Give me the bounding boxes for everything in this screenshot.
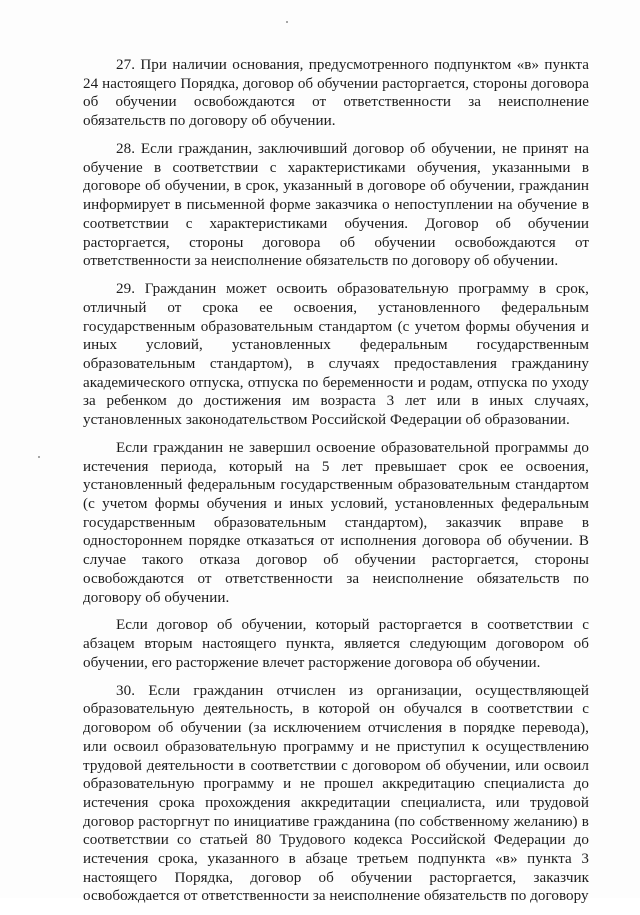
paragraph-30: 30. Если гражданин отчислен из организации, осуществляющей образовательную деятельность, в которой он обучался в соответствии с договором об обучении (за исключением отчисления в порядке перевода), или освоил образовательную программу и не приступил к осуществлению трудовой деятельности в соответствии с договором об обучении, или освоил образовательную программу и не прошел аккредитацию специалиста до истечения срока прохождения аккредитации специалиста, или трудовой договор расторгнут по инициативе гражданина (по собственному желанию) в соответствии со статьей 80 Трудового кодекса Российской Федерации до истечения срока, указанного в абзаце третьем подпункта «в» пункта 3 настоящего Порядка, договор об обучении расторгается, заказчик освобождается от ответственности за неисполнение обязательств по договору [83,682,589,905]
document-body [83,56,589,915]
scan-speck [38,456,40,458]
paragraph-29-term-exceeded: Если гражданин не завершил освоение образовательной программы до истечения периода, который на 5 лет превышает срок ее освоения, установленный федеральным государственным образовательным стандартом (с учетом формы обучения и иных условий, установленных федеральным государственным образовательным стандартом), заказчик вправе в одностороннем порядке отказаться от исполнения договора об обучении. В случае такого отказа договор об обучении расторгается, стороны освобождаются от ответственности за неисполнение обязательств по договору об обучении. [83,439,589,606]
paragraph-28: 28. Если гражданин, заключивший договор об обучении, не принят на обучение в соответствии с характеристиками обучения, указанными в договоре об обучении, в срок, указанный в договоре об обучении, гражданин информирует в письменной форме заказчика о непоступлении на обучение в соответствии с характеристиками обучения. Договор об обучении расторгается, стороны договора об обучении освобождаются от ответственности за неисполнение обязательств по договору об обучении. [83,141,589,270]
paragraph-27: 27. При наличии основания, предусмотренного подпунктом «в» пункта 24 настоящего Порядка, договор об обучении расторгается, стороны договора об обучении освобождаются от ответственности за неисполнение обязательств по договору об обучении. [83,57,589,130]
paragraph-29-subsequent-contract: Если договор об обучении, который расторгается в соответствии с абзацем вторым настоящего пункта, является следующим договором об обучении, его расторжение влечет расторжение договора об обучении. [83,617,589,671]
scan-speck [286,21,288,23]
paragraph-29: 29. Гражданин может освоить образовательную программу в срок, отличный от срока ее освоения, установленного федеральным государственным образовательным стандартом (с учетом формы обучения и иных условий, установленных федеральным государственным образовательным стандартом), в случаях предоставления гражданину академического отпуска, отпуска по беременности и родам, отпуска по уходу за ребенком до достижения им возраста 3 лет или в иных случаях, установленных законодательством Российской Федерации об образовании. [83,281,589,429]
